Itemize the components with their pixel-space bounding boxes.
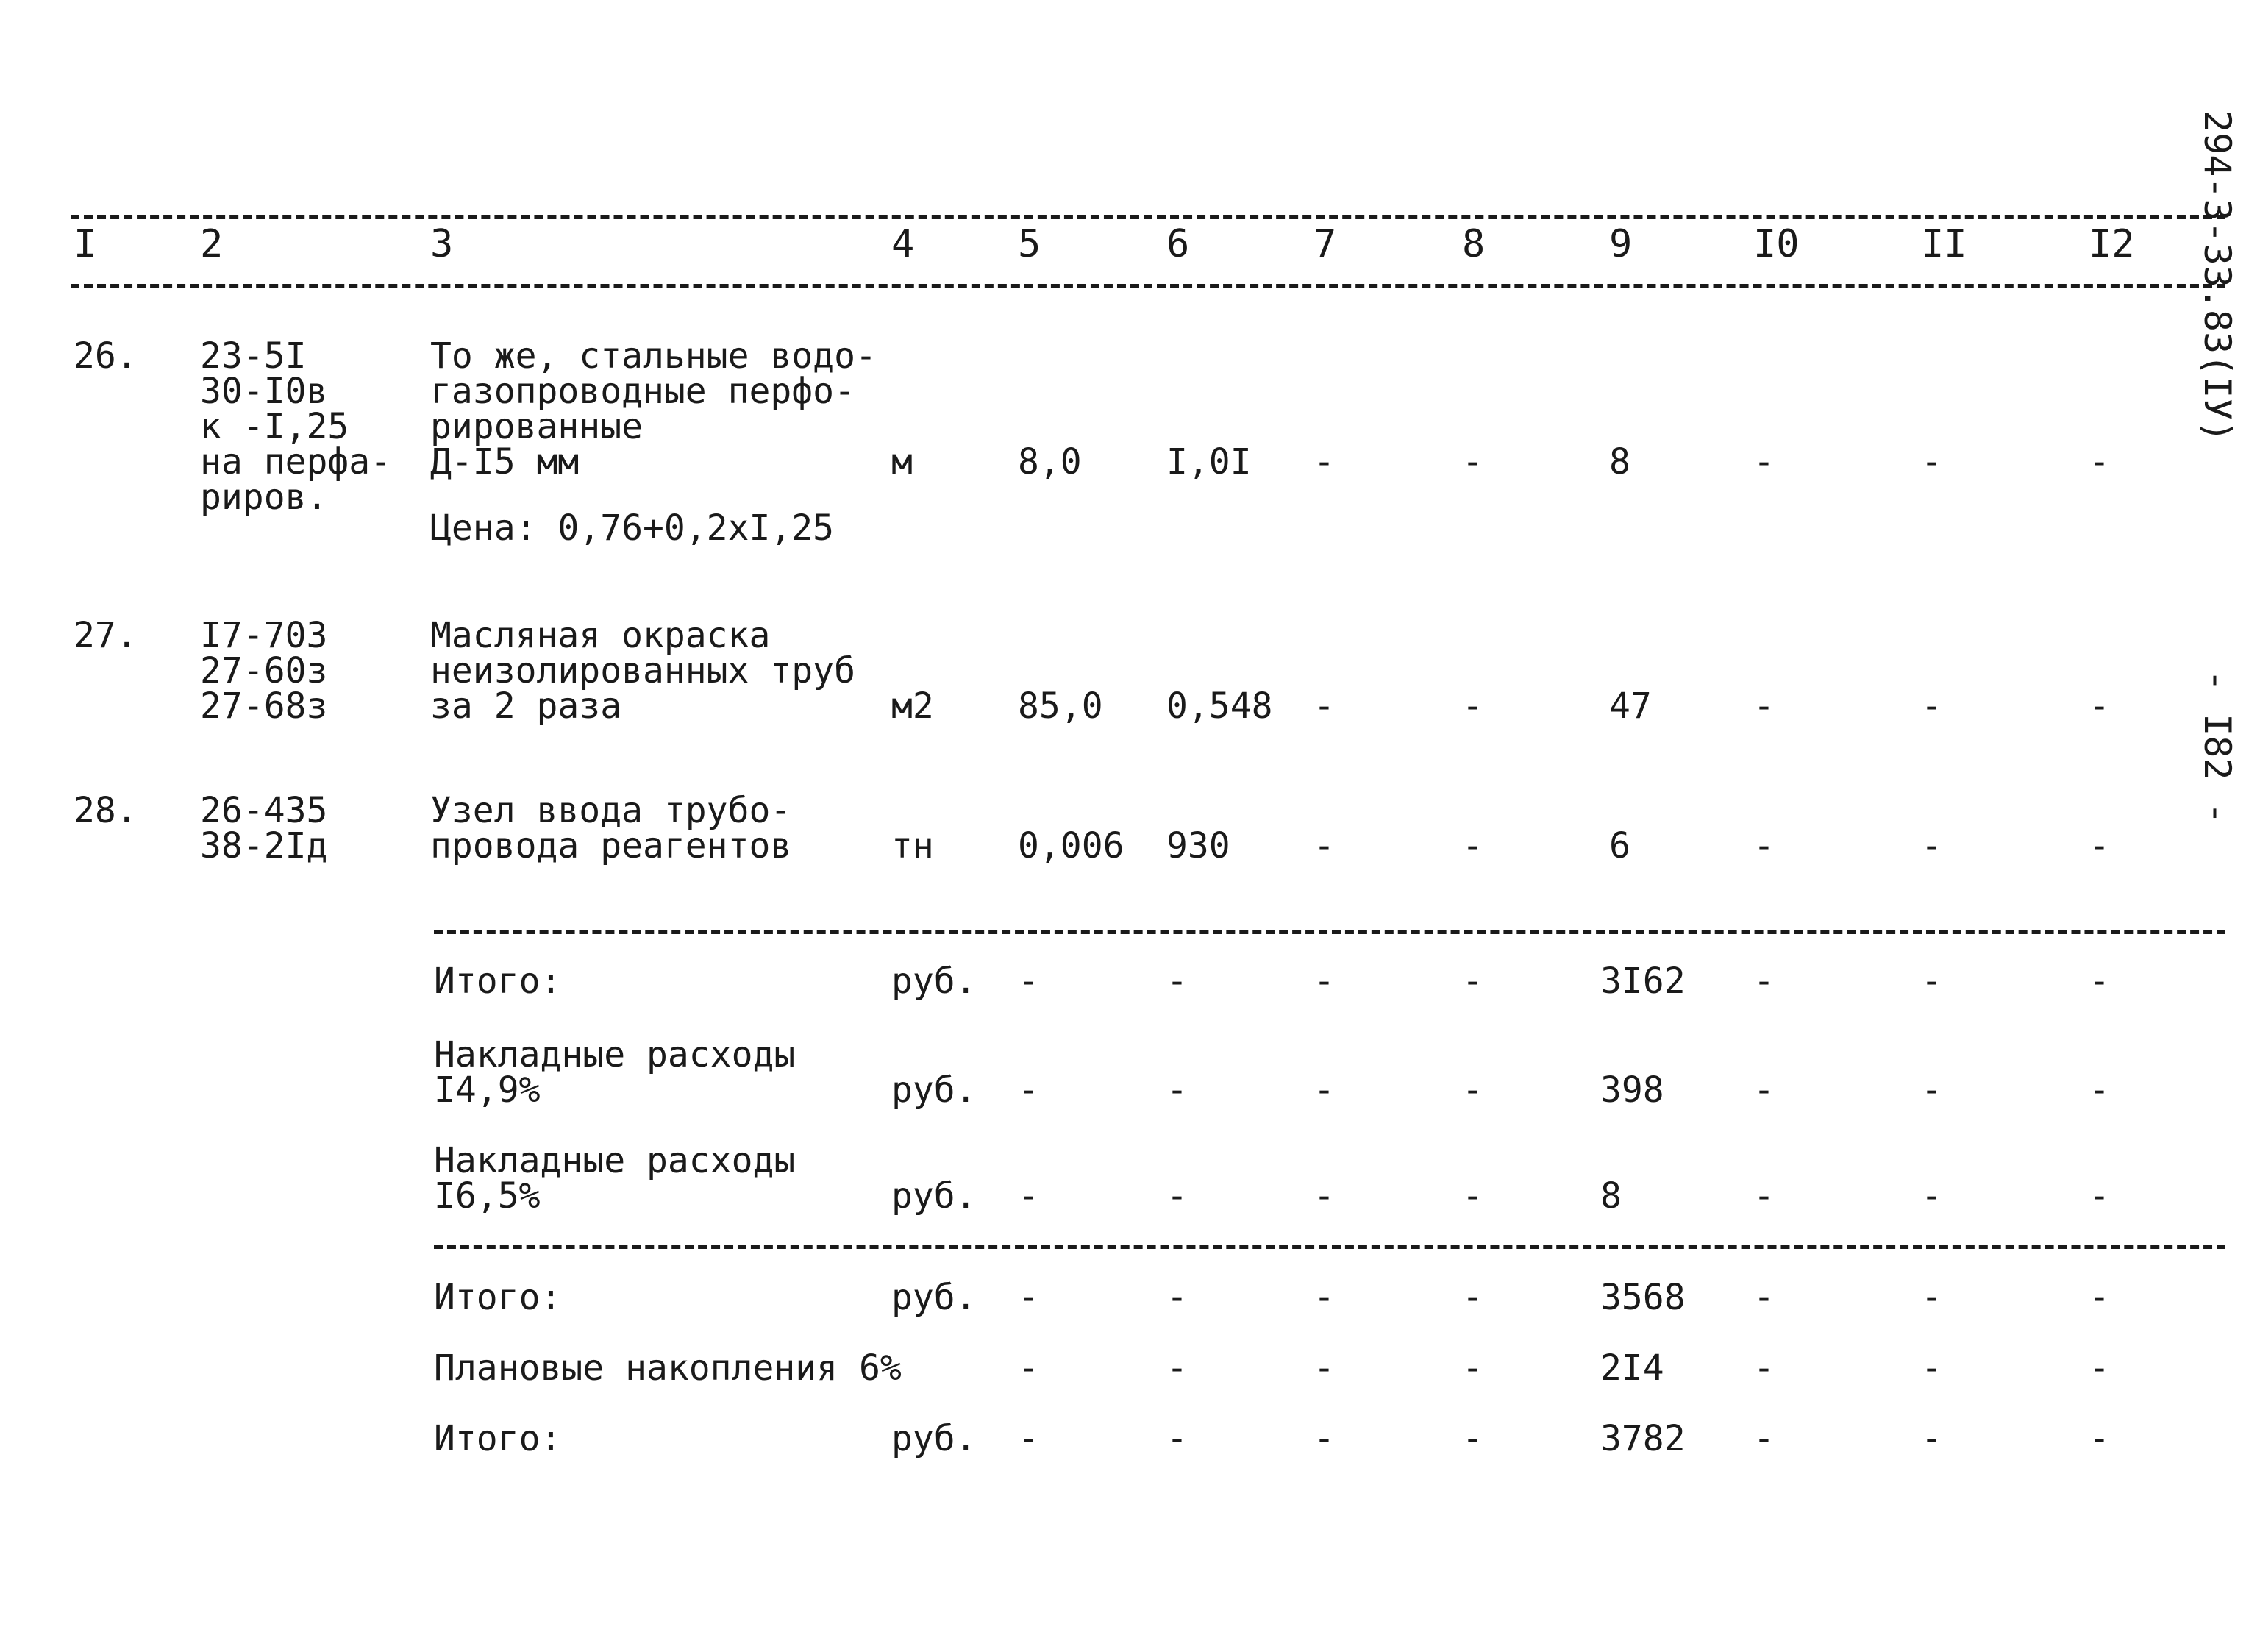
total-label: Итого: (434, 1277, 562, 1318)
total-col-8: - (1462, 961, 1483, 1002)
row-col-8: - (1462, 441, 1483, 483)
column-header-7: 7 (1313, 222, 1337, 266)
total-col-11: - (1921, 961, 1942, 1002)
total-label: Плановые накопления 6% (434, 1347, 902, 1389)
row-unit: тн (891, 825, 934, 866)
total-col-9: 3568 (1600, 1277, 1686, 1318)
row-code: 23-5I 30-I0в к -I,25 на перфа- риров. (200, 335, 392, 518)
total-unit: руб. (891, 1277, 977, 1318)
column-header-2: 2 (200, 222, 224, 266)
row-name: То же, стальные водо- газопроводные перфо- рированные Д-I5 мм (430, 335, 877, 483)
column-header-3: 3 (430, 222, 454, 266)
total-col-9: 398 (1600, 1069, 1664, 1111)
row-unit: м (891, 441, 913, 483)
row-col-10: - (1753, 441, 1775, 483)
column-header-1: I (74, 222, 97, 266)
row-col-7: - (1313, 825, 1335, 866)
row-col-9: 47 (1609, 686, 1652, 727)
total-col-10: - (1753, 1277, 1775, 1318)
total-unit: руб. (891, 961, 977, 1002)
page-number: - I82 - (2196, 669, 2239, 825)
row-col-11: - (1921, 441, 1942, 483)
total-col-5: - (1018, 1418, 1039, 1459)
total-label: Итого: (434, 961, 562, 1002)
total-col-10: - (1753, 1069, 1775, 1111)
column-header-12: I2 (2089, 222, 2135, 266)
total-unit: руб. (891, 1069, 977, 1111)
row-quantity: 8,0 (1018, 441, 1082, 483)
total-col-10: - (1753, 1347, 1775, 1389)
total-col-9: 3782 (1600, 1418, 1686, 1459)
total-col-6: - (1166, 961, 1188, 1002)
document-code: 294-3-33.83(IУ) (2196, 110, 2239, 443)
total-label: Накладные расходы I4,9% (434, 1034, 796, 1111)
total-col-8: - (1462, 1418, 1483, 1459)
total-col-5: - (1018, 1277, 1039, 1318)
row-number: 27. (74, 615, 138, 656)
column-header-11: II (1921, 222, 1967, 266)
column-header-6: 6 (1166, 222, 1190, 266)
total-col-9: 2I4 (1600, 1347, 1664, 1389)
total-col-7: - (1313, 1347, 1335, 1389)
total-label: Накладные расходы I6,5% (434, 1140, 796, 1217)
column-header-10: I0 (1753, 222, 1800, 266)
column-header-5: 5 (1018, 222, 1041, 266)
row-name: Узел ввода трубо- провода реагентов (430, 790, 792, 866)
row-col-10: - (1753, 825, 1775, 866)
row-unit-price: 0,548 (1166, 686, 1273, 727)
row-unit: м2 (891, 686, 934, 727)
row-col-12: - (2089, 441, 2110, 483)
row-col-9: 6 (1609, 825, 1630, 866)
total-col-6: - (1166, 1418, 1188, 1459)
total-col-5: - (1018, 961, 1039, 1002)
total-col-12: - (2089, 1418, 2110, 1459)
subtotal-rule-2 (434, 1245, 2225, 1249)
row-name: Масляная окраска неизолированных труб за 2 раза (430, 615, 855, 727)
total-col-8: - (1462, 1175, 1483, 1217)
total-col-7: - (1313, 1175, 1335, 1217)
total-col-7: - (1313, 1277, 1335, 1318)
total-col-12: - (2089, 1277, 2110, 1318)
total-col-6: - (1166, 1277, 1188, 1318)
total-unit: руб. (891, 1418, 977, 1459)
row-col-11: - (1921, 825, 1942, 866)
total-col-7: - (1313, 1069, 1335, 1111)
total-col-8: - (1462, 1069, 1483, 1111)
total-col-12: - (2089, 1175, 2110, 1217)
row-col-7: - (1313, 686, 1335, 727)
row-number: 26. (74, 335, 138, 377)
row-col-11: - (1921, 686, 1942, 727)
row-col-10: - (1753, 686, 1775, 727)
total-col-8: - (1462, 1347, 1483, 1389)
total-col-6: - (1166, 1175, 1188, 1217)
row-unit-price: I,0I (1166, 441, 1252, 483)
total-col-11: - (1921, 1175, 1942, 1217)
total-col-10: - (1753, 1175, 1775, 1217)
row-number: 28. (74, 790, 138, 831)
row-col-9: 8 (1609, 441, 1630, 483)
total-col-12: - (2089, 961, 2110, 1002)
row-quantity: 85,0 (1018, 686, 1103, 727)
subtotal-rule-1 (434, 930, 2225, 934)
row-col-12: - (2089, 825, 2110, 866)
row-quantity: 0,006 (1018, 825, 1124, 866)
row-col-8: - (1462, 825, 1483, 866)
total-col-6: - (1166, 1347, 1188, 1389)
column-header-9: 9 (1609, 222, 1633, 266)
row-col-12: - (2089, 686, 2110, 727)
total-col-7: - (1313, 1418, 1335, 1459)
header-bottom-rule (71, 284, 2225, 288)
total-col-11: - (1921, 1347, 1942, 1389)
total-col-11: - (1921, 1069, 1942, 1111)
total-col-12: - (2089, 1069, 2110, 1111)
row-unit-price: 930 (1166, 825, 1230, 866)
column-header-8: 8 (1462, 222, 1486, 266)
total-col-8: - (1462, 1277, 1483, 1318)
total-col-11: - (1921, 1418, 1942, 1459)
total-col-9: 8 (1600, 1175, 1622, 1217)
total-col-12: - (2089, 1347, 2110, 1389)
total-col-5: - (1018, 1175, 1039, 1217)
total-col-7: - (1313, 961, 1335, 1002)
row-price-note: Цена: 0,76+0,2хI,25 (430, 508, 835, 549)
header-top-rule (71, 215, 2225, 219)
total-col-10: - (1753, 1418, 1775, 1459)
total-col-5: - (1018, 1347, 1039, 1389)
row-col-7: - (1313, 441, 1335, 483)
total-label: Итого: (434, 1418, 562, 1459)
total-col-5: - (1018, 1069, 1039, 1111)
total-col-9: 3I62 (1600, 961, 1686, 1002)
column-header-4: 4 (891, 222, 915, 266)
total-unit: руб. (891, 1175, 977, 1217)
row-code: 26-435 38-2Iд (200, 790, 328, 866)
total-col-6: - (1166, 1069, 1188, 1111)
row-col-8: - (1462, 686, 1483, 727)
total-col-11: - (1921, 1277, 1942, 1318)
total-col-10: - (1753, 961, 1775, 1002)
row-code: I7-703 27-60з 27-68з (200, 615, 328, 727)
